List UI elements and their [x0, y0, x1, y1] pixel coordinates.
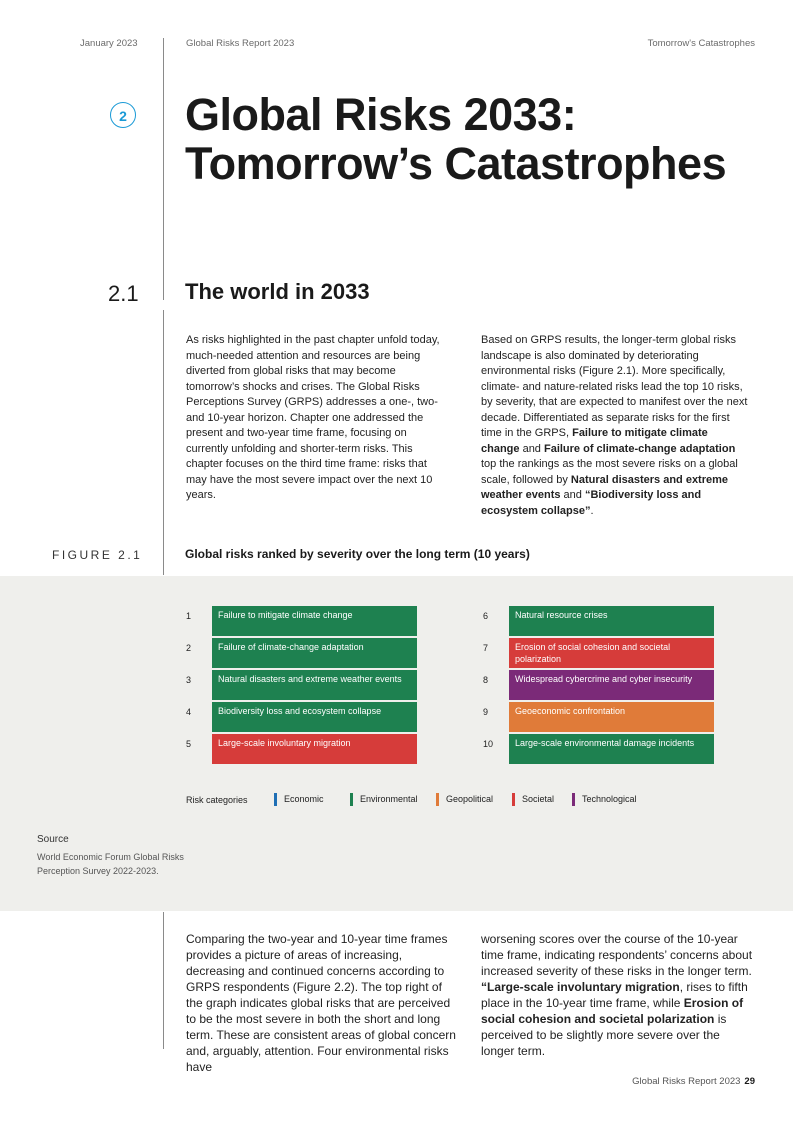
header-report-title: Global Risks Report 2023 [186, 38, 295, 49]
legend-item-geopolitical: Geopolitical [436, 793, 493, 806]
vertical-rule-bottom [163, 912, 164, 1049]
intro-right-paragraph: Based on GRPS results, the longer-term global risks landscape is also dominated by deteriorating environmental risks (Figure 2.1). More specifically, climate- and nature-related risks lead the top 10 risks, by severity, that are expected to manifest over the next decade. Differentiated as separate risks for the first time in the GRPS, Failure to mitigate climate change and Failure of climate-change adaptation top the rankings as the most severe risks on a global scale, followed by Natural disasters and extreme weather events and “Biodiversity loss and ecosystem collapse”. [481, 334, 748, 517]
risk-rank-3: 3 [186, 675, 192, 685]
risk-rank-1: 1 [186, 611, 192, 621]
risk-bar-4: Biodiversity loss and ecosystem collapse [212, 702, 417, 732]
risk-rank-9: 9 [483, 707, 489, 717]
vertical-rule-mid [163, 310, 164, 575]
risk-bar-8: Widespread cybercrime and cyber insecurity [509, 670, 714, 700]
section-number: 2.1 [108, 281, 139, 306]
highlight-biodiversity-loss: “Biodiversity loss and ecosystem collapse” [481, 489, 702, 517]
chapter-title-line2: Tomorrow’s Catastrophes [185, 138, 727, 189]
risk-rank-6: 6 [483, 611, 489, 621]
vertical-rule-top [163, 38, 164, 300]
risk-rank-10: 10 [483, 739, 494, 749]
header-chapter-name: Tomorrow's Catastrophes [647, 38, 755, 49]
highlight-failure-adaptation: Failure of climate-change adaptation [543, 442, 736, 455]
figure-label: FIGURE 2.1 [52, 548, 143, 562]
highlight-social-cohesion: Erosion of social cohesion and societal polarization [481, 996, 744, 1026]
risk-bar-3: Natural disasters and extreme weather events [212, 670, 417, 700]
highlight-natural-disasters: Natural disasters and extreme weather events [481, 473, 729, 501]
risk-rank-5: 5 [186, 739, 192, 749]
figure-title: Global risks ranked by severity over the long term (10 years) [185, 547, 530, 561]
page-number: 29 [744, 1076, 755, 1087]
risk-bar-1: Failure to mitigate climate change [212, 606, 417, 636]
highlight-migration: “Large-scale involuntary migration [481, 980, 680, 994]
risk-bar-7: Erosion of social cohesion and societal polarization [509, 638, 714, 668]
risk-rank-8: 8 [483, 675, 489, 685]
risk-rank-2: 2 [186, 643, 192, 653]
footer-report-title: Global Risks Report 2023 [632, 1076, 741, 1087]
legend-item-societal: Societal [512, 793, 554, 806]
source-heading: Source [37, 834, 69, 845]
chapter-title [185, 90, 765, 188]
intro-left-paragraph: As risks highlighted in the past chapter unfold today, much-needed attention and resources are being diverted from global risks that may become tomorrow’s shocks and crises. The Global Risks Perceptions Survey (GRPS) addresses a one-, two- and 10-year horizon. Chapter one addressed the present and two-year time frame, focusing on currently unfolding and shorter-term risks. This chapter focuses on the third time frame: risks that may have the most severe impact over the next 10 years. [186, 334, 440, 501]
chapter-title-line1: Global Risks 2033: [185, 89, 577, 140]
highlight-failure-mitigate: Failure to mitigate climate change [481, 427, 708, 455]
legend-item-technological: Technological [572, 793, 637, 806]
legend-title: Risk categories [186, 795, 248, 805]
legend-item-environmental: Environmental [350, 793, 418, 806]
risk-bar-6: Natural resource crises [509, 606, 714, 636]
risk-rank-4: 4 [186, 707, 192, 717]
risk-rank-7: 7 [483, 643, 489, 653]
risk-bar-2: Failure of climate-change adaptation [212, 638, 417, 668]
risk-bar-5: Large-scale involuntary migration [212, 734, 417, 764]
header-date: January 2023 [80, 38, 138, 49]
risk-bar-10: Large-scale environmental damage incidents [509, 734, 714, 764]
section-title: The world in 2033 [185, 279, 370, 304]
source-text: World Economic Forum Global Risks Perception Survey 2022-2023. [37, 852, 184, 876]
body-right-paragraph: worsening scores over the course of the 10-year time frame, indicating respondents’ concerns about increased severity of these risks in the longer term. “Large-scale involuntary migration, rises to fifth place in the 10-year time frame, while Erosion of social cohesion and societal polarization is perceived to be slightly more severe over the longer term. [481, 932, 753, 1058]
chapter-number-badge: 2 [110, 102, 136, 128]
body-left-paragraph: Comparing the two-year and 10-year time frames provides a picture of areas of increasing, decreasing and continued concerns according to GRPS respondents (Figure 2.2). The top right of the graph indicates global risks that are perceived to be the most severe in both the short and long term. These are consistent areas of global concern and, arguably, attention. Four environmental risks have [186, 932, 456, 1074]
footer [632, 1076, 755, 1087]
legend-item-economic: Economic [274, 793, 324, 806]
risk-bar-9: Geoeconomic confrontation [509, 702, 714, 732]
